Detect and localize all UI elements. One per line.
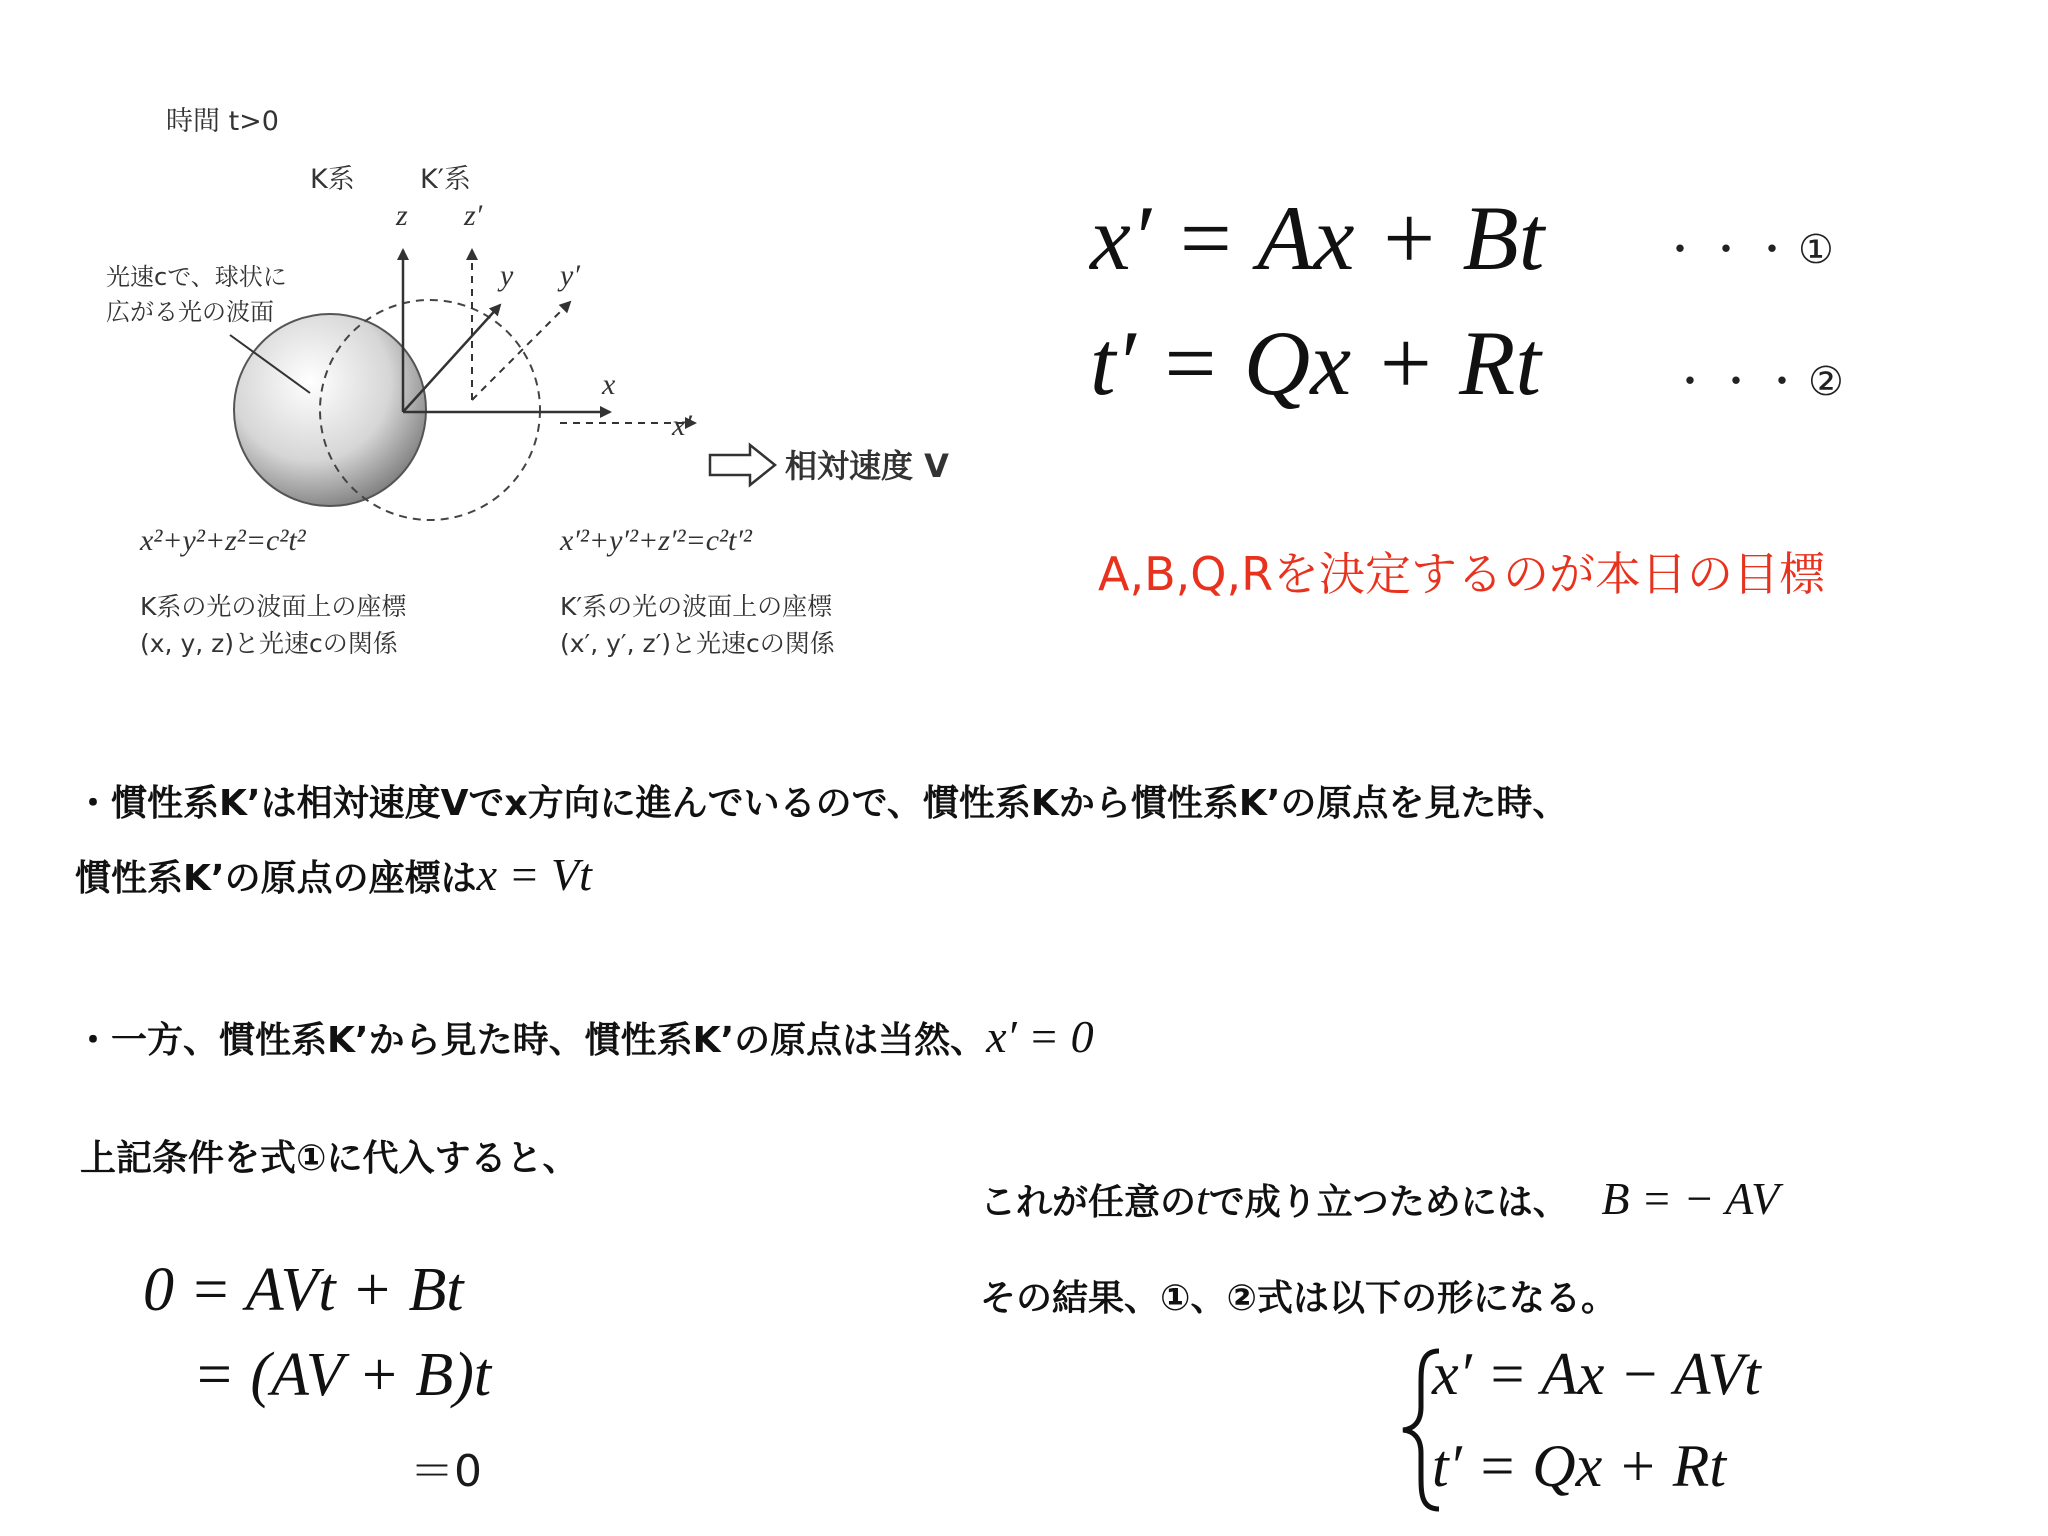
substitution-line-3: ＝0 (410, 1446, 482, 1497)
y-axis (403, 305, 500, 412)
k-system-label: K系 (310, 164, 355, 195)
axis-z-label: z (396, 199, 408, 232)
time-label: 時間 t>0 (166, 106, 279, 137)
consequence-text: その結果、①、②式は以下の形になる。 (980, 1278, 1617, 1319)
axis-x-prime-label: x′ (672, 409, 692, 442)
velocity-label: 相対速度 V (785, 447, 949, 485)
substitution-intro: 上記条件を式①に代入すると、 (80, 1138, 579, 1179)
wave-label-line2: 広がる光の波面 (106, 298, 274, 326)
bullet-1-line-2-text: 慣性系K’の原点の座標は (75, 858, 477, 899)
eq-k-sphere: x²+y²+z²=c²t² (140, 524, 306, 557)
bullet-1-line-1: ・慣性系K’は相対速度Vでx方向に進んでいるので、慣性系Kから慣性系K’の原点を見た時、 (75, 783, 1569, 824)
axis-y-label: y (500, 259, 514, 292)
condition-t: t (1196, 1173, 1209, 1224)
axis-y-prime-label: y′ (560, 259, 580, 292)
condition-line (980, 1172, 1779, 1225)
bullet-1-line-2 (75, 848, 592, 901)
condition-math: B = − AV (1601, 1173, 1780, 1224)
equation-1: x′ = Ax + Bt (1090, 187, 1545, 289)
system-line-2: t′ = Qx + Rt (1432, 1433, 1727, 1499)
caption-k-line2: (x, y, z)と光速cの関係 (140, 629, 398, 658)
wave-label-line1: 光速cで、球状に (106, 263, 287, 291)
caption-k-line1: K系の光の波面上の座標 (140, 592, 407, 621)
condition-text-a: これが任意の (980, 1182, 1197, 1223)
goal-text: A,B,Q,Rを決定するのが本日の目標 (1098, 547, 1826, 601)
light-sphere-figure (100, 80, 1000, 680)
eq-k-prime-sphere: x′²+y′²+z′²=c²t′² (560, 524, 752, 557)
axis-x-label: x (602, 368, 616, 401)
k-prime-system-label: K′系 (420, 164, 471, 195)
equation-2-marker: ・・・② (1670, 359, 1850, 405)
substitution-line-2: = (AV + B)t (193, 1341, 492, 1409)
light-wavefront-sphere (234, 314, 426, 506)
caption-kp-line1: K′系の光の波面上の座標 (560, 592, 833, 621)
substitution-line-1: 0 = AVt + Bt (143, 1256, 464, 1324)
bullet-2 (75, 1010, 1094, 1063)
equation-1-marker: ・・・① (1660, 227, 1840, 273)
caption-kp-line2: (x′, y′, z′)と光速cの関係 (560, 629, 835, 658)
condition-text-b: で成り立つためには、 (1208, 1182, 1569, 1223)
equation-2: t′ = Qx + Rt (1090, 312, 1541, 414)
velocity-arrow-icon (710, 445, 775, 485)
bullet-2-text: ・一方、慣性系K’から見た時、慣性系K’の原点は当然、 (75, 1020, 987, 1061)
bullet-2-math: x′ = 0 (986, 1011, 1094, 1062)
system-line-1: x′ = Ax − AVt (1432, 1341, 1761, 1407)
axis-z-prime-label: z′ (464, 199, 483, 232)
bullet-1-math: x = Vt (476, 849, 592, 900)
